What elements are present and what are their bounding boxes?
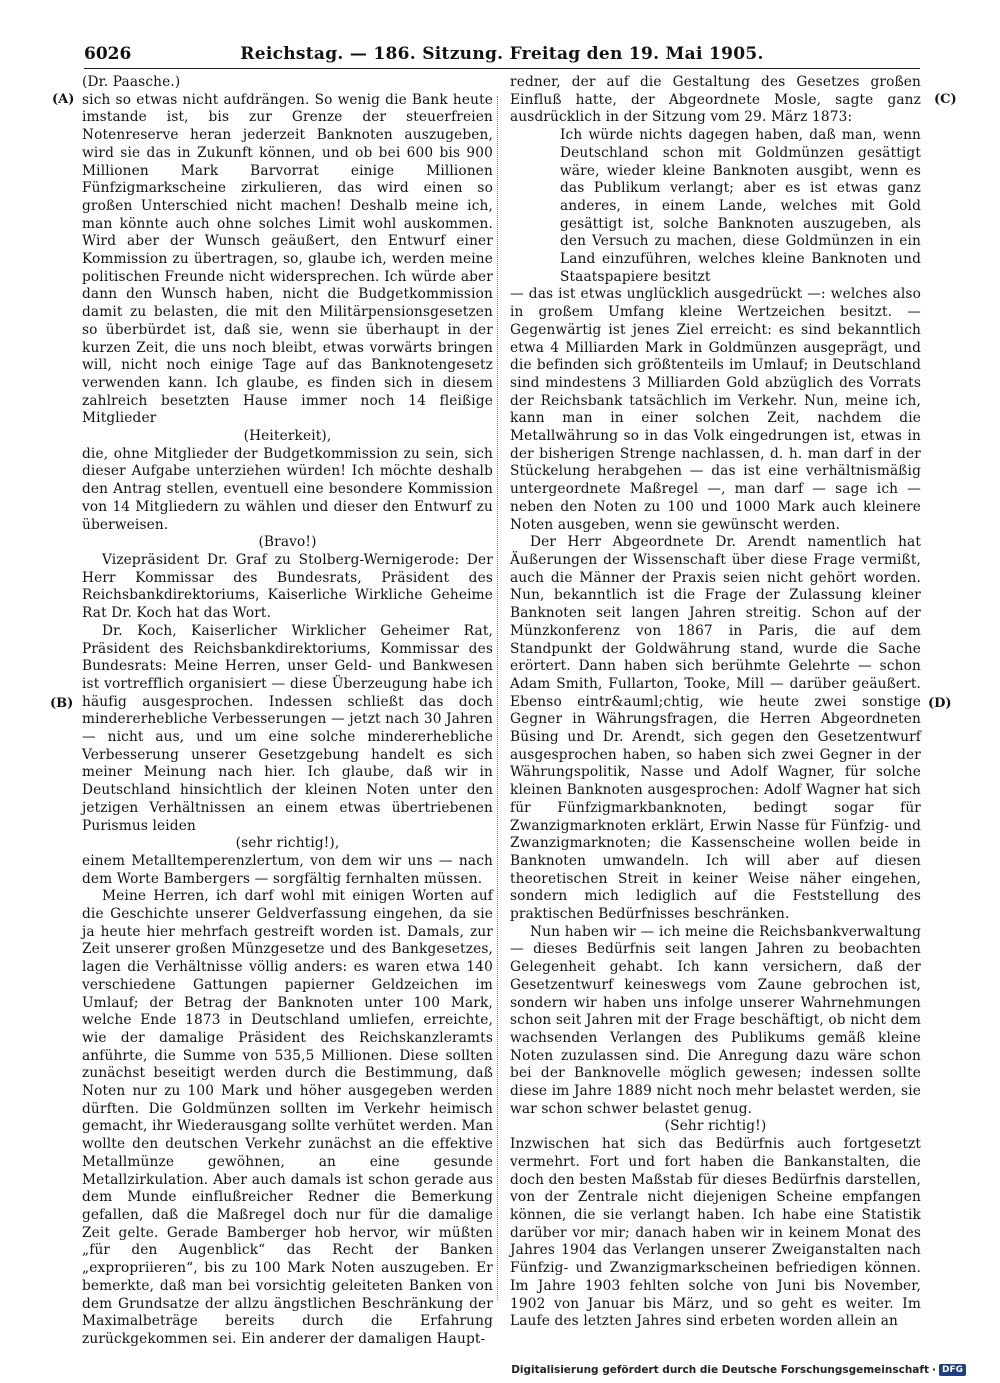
paragraph: einem Metalltemperenzlertum, von dem wir uns — nach dem Worte Bambergers — sorgfältig fernhalten müssen. bbox=[82, 852, 493, 887]
margin-marker-d: (D) bbox=[928, 696, 952, 711]
dfg-logo: DFG bbox=[939, 1364, 966, 1376]
footer-credit: Digitalisierung gefördert durch die Deutsche Forschungsgemeinschaft bbox=[511, 1364, 929, 1376]
interjection: (sehr richtig!), bbox=[235, 835, 340, 852]
right-column bbox=[510, 74, 921, 1331]
paragraph: Nun haben wir — ich meine die Reichsbankverwaltung — dieses Bedürfnis seit langen Jahren zu beobachten Gelegenheit gehabt. Ich kann versichern, daß der Gesetzentwurf keineswegs vom Zaune gebrochen ist, sondern wir haben uns infolge unserer Wahrnehmungen schon seit Jahren mit der Frage beschäftigt, ob nicht dem wachsenden Verlangen des Publikums gemäß kleine Noten zuzulassen sind. Die Anregung dazu wäre schon bei der Banknovelle möglich gewesen; indessen sollte diese im Jahre 1889 nicht noch mehr belastet werden, sie war schon schwer belastet genug. bbox=[510, 923, 921, 1117]
interjection: (Heiterkeit), bbox=[243, 428, 332, 445]
paragraph: redner, der auf die Gestaltung des Gesetzes großen Einfluß hatte, der Abgeordnete Mosle, sagte ganz ausdrücklich in der Sitzung vom 29. März 1873: bbox=[510, 74, 921, 126]
interjection: (Bravo!) bbox=[258, 534, 317, 551]
paragraph: Der Herr Abgeordnete Dr. Arendt namentlich hat Äußerungen der Wissenschaft über diese Frage vermißt, auch die Männer der Praxis seien nicht gehört worden. Nun, bekanntlich ist die Frage der Zulassung kleiner Banknoten seit langen Jahren streitig. Schon auf der Münzkonferenz von 1867 in Paris, die auf dem Standpunkt der Goldwährung stand, wurde die Sache erörtert. Dann haben sich berühmte Gelehrte — schon Adam Smith, Fullarton, Tooke, Mill — darüber geäußert. Ebenso eintr&auml;chtig, wie heute zwei sonstige Gegner in Währungsfragen, die Herren Abgeordneten Büsing und Dr. Arendt, sich gegen den Gesetzentwurf ausgesprochen haben, so haben sich zwei Gegner in der Währungspolitik, Nasse und Adolf Wagner, für solche kleinen Banknoten ausgesprochen: Adolf Wagner hat sich für Fünfzigmarkbanknoten, bedingt sogar für Zwanzigmarknoten erklärt, Erwin Nasse für Fünfzig- und Zwanzigmarknoten; die Kassenscheine wollen beide in Banknoten umwandeln. Ich will aber auf diesen theoretischen Streit in keiner Weise näher eingehen, sondern mich lediglich auf die Feststellung des praktischen Bedürfnisses beschränken. bbox=[510, 534, 921, 923]
paragraph: Inzwischen hat sich das Bedürfnis auch fortgesetzt vermehrt. Fort und fort haben die Bankanstalten, die doch den besten Maßstab für dieses Bedürfnis darstellen, von der Zentrale nicht diejenigen Scheine empfangen können, die sie verlangt haben. Ich habe eine Statistik darüber vor mir; danach haben wir in keinem Monat des Jahres 1904 das Verlangen unserer Zweiganstalten nach Fünfzig- und Zwanzigmarkscheinen befriedigen können. Im Jahre 1903 fehlten solche von Juni bis November, 1902 von Januar bis März, und so geht es weiter. Im Laufe des letzten Jahres sind erbeten worden allein an bbox=[510, 1136, 921, 1330]
paragraph: die, ohne Mitglieder der Budgetkommission zu sein, sich dieser Aufgabe unterziehen würden! Ich möchte deshalb den Antrag stellen, eventuell eine besondere Kommission von 14 Mitgliedern zu wählen und dieser den Entwurf zu überweisen. bbox=[82, 445, 493, 533]
footer: Digitalisierung gefördert durch die Deutsche Forschungsgemeinschaft · DFG bbox=[511, 1364, 966, 1376]
paragraph: Dr. Koch, Kaiserlicher Wirklicher Geheimer Rat, Präsident des Reichsbankdirektoriums, Kommissar des Bundesrats: Meine Herren, unser Geld- und Bankwesen ist vortrefflich organisiert — diese Überzeugung habe ich häufig ausgesprochen. Indessen schließt das doch mindererhebliche Verbesserungen — jetzt nach 30 Jahren — nicht aus, und um eine solche mindererhebliche Verbesserung unserer Gesetzgebung handelt es sich meiner Meinung nach hier. Ich glaube, daß wir in Deutschland hinsichtlich der kleinen Noten unter den jetzigen Verhältnissen an einem etwas übertriebenen Purismus leiden bbox=[82, 622, 493, 834]
margin-marker-b: (B) bbox=[50, 696, 74, 711]
paragraph: Vizepräsident Dr. Graf zu Stolberg-Wernigerode: Der Herr Kommissar des Bundesrats, Präsident des Reichsbankdirektoriums, Kaiserliche Wirkliche Geheime Rat Dr. Koch hat das Wort. bbox=[82, 551, 493, 622]
paragraph: (Dr. Paasche.) bbox=[82, 74, 181, 90]
interjection: (Sehr richtig!) bbox=[664, 1118, 767, 1135]
page-header bbox=[84, 42, 920, 69]
margin-marker-c: (C) bbox=[934, 92, 957, 107]
column-divider bbox=[497, 96, 498, 1300]
paragraph: sich so etwas nicht aufdrängen. So wenig die Bank heute imstande ist, bis zur Grenze der steuerfreien Notenreserve heran jederzeit Banknoten auszugeben, wird sie das in Zukunft können, und ob bei 600 bis 900 Millionen Mark Barvorrat einige Millionen Fünfzigmarkscheine zirkulieren, das wird einen so großen Unterschied nicht machen! Deshalb meine ich, man könnte auch ohne solches Limit wohl auskommen. Wird aber der Wunsch geäußert, den Entwurf einer Kommission zu übertragen, so, glaube ich, werden meine politischen Freunde nicht widersprechen. Ich würde aber dann den Wunsch haben, nicht die Budgetkommission damit zu belasten, die mit den Militärpensionsgesetzen so überbürdet ist, daß sie, wenn sie überhaupt in der kurzen Zeit, die uns noch bleibt, etwas vorwärts bringen will, nicht noch einige Tage auf das Banknotengesetz verwenden kann. Ich glaube, es finden sich in diesem zahlreich besetzten Hause immer noch 14 fleißige Mitglieder bbox=[82, 91, 493, 427]
paragraph: Meine Herren, ich darf wohl mit einigen Worten auf die Geschichte unserer Geldverfassung eingehen, da sie ja heute hier mehrfach gestreift worden ist. Damals, zur Zeit unserer großen Münzgesetze und des Bankgesetzes, lagen die Verhältnisse völlig anders: es waren etwa 140 verschiedene Gattungen papierner Geldzeichen im Umlauf; der Betrag der Banknoten unter 100 Mark, welche Ende 1873 in Deutschland umliefen, erreichte, wie der damalige Präsident des Reichskanzleramts anführte, die Summe von 535,5 Millionen. Diese sollten zunächst beseitigt werden durch die Bestimmung, daß Noten nur zu 100 Mark und höher ausgegeben werden dürften. Die Goldmünzen sollten im Verkehr heimisch gemacht, ihr Wiederausgang sollte verhütet werden. Man wollte den deutschen Verkehr zunächst an die effektive Metallmünze gewöhnen, an eine gesunde Metallzirkulation. Aber auch damals ist schon gerade aus dem Munde einflußreicher Redner die Bemerkung gefallen, daß die Maßregel doch nur für die damalige Zeit gelte. Gerade Bamberger hob hervor, wir müßten „für den Augenblick“ das Recht der Banken „expropriieren“, bis zu 100 Mark Noten auszugeben. Er bemerkte, daß man bei vorsichtig geleiteten Banken von dem Grundsatze der allzu ängstlichen Beschränkung der Maximalbeträge bereits durch die Erfahrung zurückgekommen sei. Ein anderer der damaligen Haupt- bbox=[82, 888, 493, 1347]
page-number: 6026 bbox=[84, 44, 132, 64]
paragraph: — das ist etwas unglücklich ausgedrückt —: welches also in großem Umfang kleine Wertzeichen besitzt. — Gegenwärtig ist jenes Ziel erreicht: es sind bekanntlich etwa 4 Milliarden Mark in Goldmünzen ausgeprägt, und die befinden sich größtenteils im Umlauf; in Deutschland sind mindestens 3 Milliarden Gold abzüglich des Vorrats der Reichsbank tatsächlich im Verkehr. Nun, meine ich, kann man in einer solchen Zeit, nachdem die Metallwährung so in das Volk eingedrungen ist, etwas in der bisherigen Strenge nachlassen, d. h. man darf in der Stückelung herabgehen — das ist eine verhältnismäßig untergeordnete Maßregel —, man darf — sage ich — neben den Noten zu 100 und 1000 Mark auch kleinere Noten ausgeben, wenn sie gewünscht werden. bbox=[510, 286, 921, 533]
paragraph: Ich würde nichts dagegen haben, daß man, wenn Deutschland schon mit Goldmünzen gesättigt wäre, wieder kleine Banknoten ausgibt, wenn es das Publikum verlangt; aber es ist etwas ganz anderes, in einem Lande, welches mit Gold gesättigt ist, solche Banknoten auszugeben, als den Versuch zu machen, diese Goldmünzen in ein Land einzuführen, welches kleine Banknoten und Staatspapiere besitzt bbox=[560, 127, 921, 285]
page-title: Reichstag. — 186. Sitzung. Freitag den 19. Mai 1905. bbox=[240, 44, 764, 64]
left-column bbox=[82, 74, 493, 1349]
margin-marker-a: (A) bbox=[52, 92, 75, 107]
